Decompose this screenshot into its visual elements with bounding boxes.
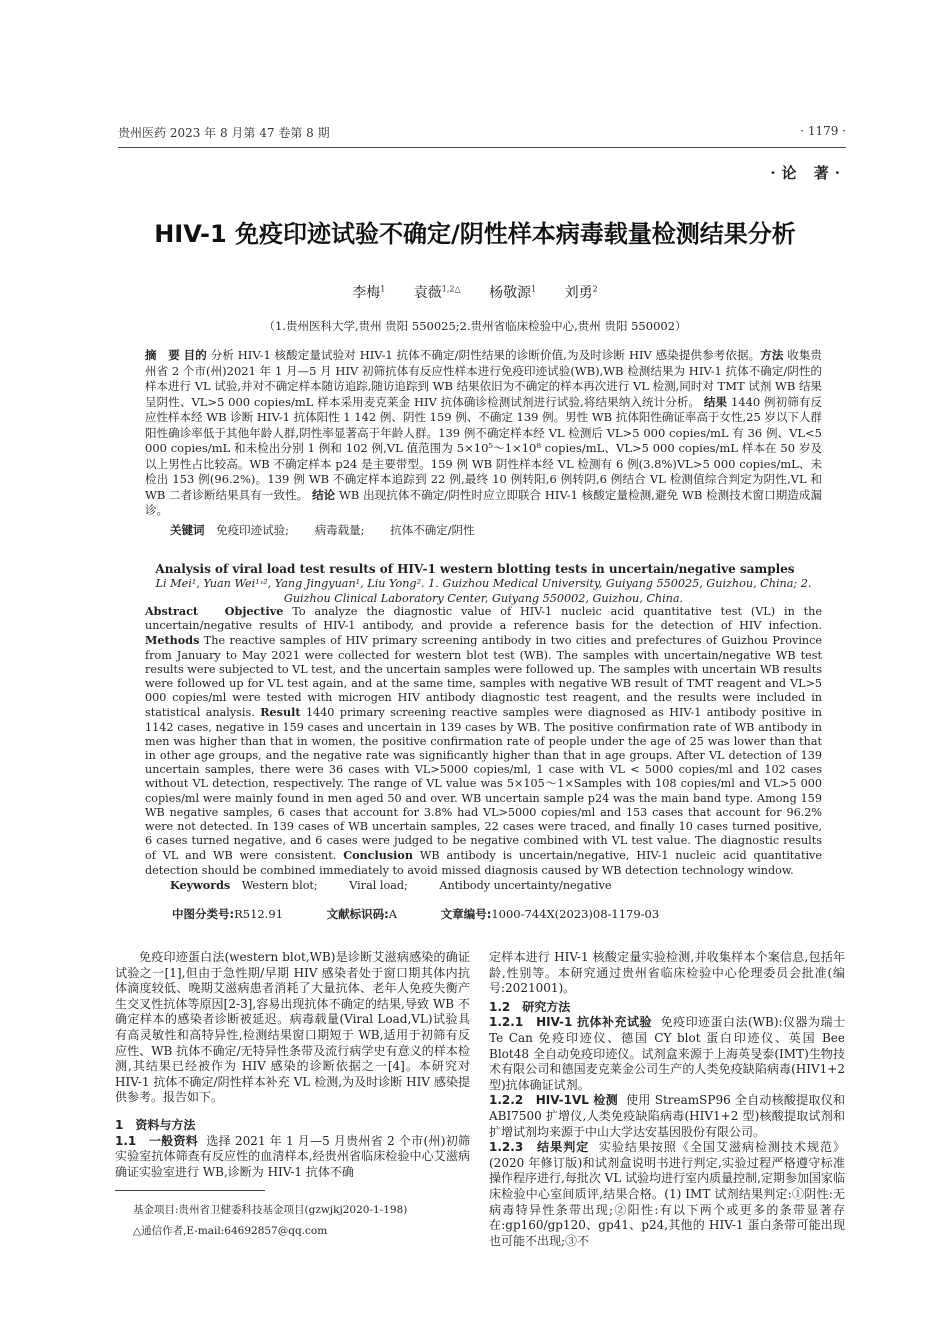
classification-line: 中图分类号:R512.91 文献标识码:A 文章编号:1000-744X(2023)08-1179-03: [172, 907, 660, 921]
subsection-paragraph: 1.1 一般资料 选择 2021 年 1 月—5 月贵州省 2 个市(州)初筛实验室抗体筛查有反应性的血清样本,经贵州省临床检验中心艾滋病确证实验室进行 WB,诊断为 HIV-1 抗体不确: [115, 1133, 471, 1179]
fund-footnote: 基金项目:贵州省卫健委科技基金项目(gzwjkj2020-1-198): [133, 1204, 408, 1216]
author: 李梅$^1$: [352, 284, 386, 301]
subsection-paragraph: 1.2.3 结果判定 实验结果按照《全国艾滋病检测技术规范》(2020 年修订版)和试剂盒说明书进行判定,实验过程严格遵守标准操作程序进行,每批次 VL 试验均进行室内质量控制,定期参加国家临床检验中心室间质评,结果合格。(1) IMT 试剂结果判定:①阴性:无病毒特异性条带出现;②阳性:有以下两个或更多的条带显著存在:gp160/gp120、gp41、p24,其他的 HIV-1 蛋白条带可能出现也可能不出现;③不: [489, 1140, 845, 1248]
keywords-cn: 关键词 免疫印迹试验; 病毒载量; 抗体不确定/阴性: [170, 523, 475, 537]
journal-info: 贵州医药 2023 年 8 月第 47 卷第 8 期: [118, 126, 330, 140]
body-column-left: [115, 950, 470, 1180]
english-title: Analysis of viral load test results of HIV-1 western blotting tests in uncertain/negative samples: [155, 562, 795, 576]
page-number: · 1179 ·: [800, 124, 846, 138]
author-list: [0, 282, 950, 302]
abstract-label: 摘 要: [145, 348, 180, 362]
author: 杨敬源$^1$: [489, 284, 537, 301]
keywords-en: Keywords Western blot; Viral load; Antibody uncertainty/negative: [170, 878, 612, 892]
english-authors: Li Mei¹, Yuan Wei¹˒², Yang Jingyuan¹, Liu Yong². 1. Guizhou Medical University, Guiyang 550025, Guizhou, China; 2. Guizhou Clinical Laboratory Center, Guiyang 550002, Guizhou, China.: [155, 577, 812, 605]
header-rule: [118, 147, 846, 148]
footnote-rule: [115, 1190, 265, 1191]
footnotes: [133, 1200, 407, 1242]
abstract-en: Abstract Objective To analyze the diagnostic value of HIV-1 nucleic acid quantitative test (VL) in the uncertain/negative results of HIV-1 antibody, and provide a reference basis for the detection of HIV infection. Methods The reactive samples of HIV primary screening antibody in two cities and prefectures of Guizhou Province from January to May 2021 were collected for western blot test (WB). The samples with uncertain/negative WB test results were subjected to VL test, and the uncertain samples were followed up. The samples with uncertain WB results were followed up for VL test again, and at the same time, samples with negative WB result of TMT reagent and VL>5 000 copies/ml were tested with microgen HIV antibody diagnostic test reagent, and the results were included in statistical analysis. Result 1440 primary screening reactive samples were diagnosed as HIV-1 antibody positive in 1142 cases, negative in 159 cases and uncertain in 139 cases by WB. The positive confirmation rate of WB antibody in men was higher than that in women, the positive confirmation rate of people under the age of 25 was lower than that in other age groups, and the negative rate was significantly higher than that in age groups. After VL detection of 139 uncertain samples, there were 36 cases with VL>5000 copies/ml, 1 case with VL < 5000 copies/ml and 102 cases without VL detection, respectively. The range of VL value was 5×105～1×Samples with 108 copies/ml and VL>5 000 copies/ml were mainly found in men aged 50 and over. WB uncertain sample p24 was the main band type. Among 159 WB negative samples, 6 cases that account for 3.8% had VL>5000 copies/ml and 153 cases that account for 96.2% were not detected. In 139 cases of WB uncertain samples, 22 cases were traced, and finally 10 cases turned positive, 6 cases turned negative, and 6 cases were judged to be negative combined with VL test value. The diagnostic results of VL and WB were consistent. Conclusion WB antibody is uncertain/negative, HIV-1 nucleic acid quantitative detection should be combined immediately to avoid missed diagnosis caused by WB detection technology window.: [145, 604, 823, 877]
running-header: [118, 124, 846, 142]
section-heading: 1 资料与方法: [115, 1117, 196, 1132]
affiliation: （1.贵州医科大学,贵州 贵阳 550025;2.贵州省临床检验中心,贵州 贵阳 550002）: [263, 319, 687, 333]
body-column-right: [489, 950, 845, 1249]
subsection-paragraph: 1.2.1 HIV-1 抗体补充试验 免疫印迹蛋白法(WB):仪器为瑞士 Te Can 免疫印迹仪、德国 CY blot 蛋白印迹仪、英国 Bee Blot48 全自动免疫印迹仪。试剂盒来源于上海英旻泰(IMT)生物技术有限公司和德国麦克莱金公司生产的人类免疫缺陷病毒(HIV1+2 型)抗体确证试剂。: [489, 1015, 845, 1092]
paragraph: 定样本进行 HIV-1 核酸定量实验检测,并收集样本个案信息,包括年龄,性别等。本研究通过贵州省临床检验中心伦理委员会批准(编号:2021001)。: [489, 950, 845, 996]
corresponding-author-footnote: △通信作者,E-mail:64692857@qq.com: [133, 1225, 328, 1237]
author: 刘勇$^2$: [564, 284, 598, 301]
abstract-cn: 摘 要 目的 分析 HIV-1 核酸定量试验对 HIV-1 抗体不确定/阴性结果的诊断价值,为及时诊断 HIV 感染提供参考依据。方法 收集贵州省 2 个市(州)2021 年 1 月—5 月 HIV 初筛抗体有反应性样本进行免疫印迹试验(WB),WB 检测结果为 HIV-1 抗体不确定/阴性的样本进行 VL 试验,并对不确定样本随访追踪,随访追踪到 WB 结果依旧为不确定的样本再次进行 VL 检测,同时对 TMT 试剂 WB 结果呈阴性、VL>5 000 copies/mL 样本采用麦克莱金 HIV 抗体确诊检测试剂进行试验,将结果纳入统计分析。 结果 1440 例初筛有反应性样本经 WB 诊断 HIV-1 抗体阳性 1 142 例、阴性 159 例、不确定 139 例。男性 WB 抗体阳性确证率高于女性,25 岁以下人群阳性确诊率低于其他年龄人群,阴性率显著高于年龄人群。139 例不确定样本经 VL 检测后 VL>5 000 copies/mL 有 36 例、VL<5 000 copies/mL 和未检出分别 1 例和 102 例,VL 值范围为 5×10⁵～1×10⁸ copies/mL、VL>5 000 copies/mL 样本在 50 岁及以上男性占比较高。WB 不确定样本 p24 是主要带型。159 例 WB 阴性样本经 VL 检测有 6 例(3.8%)VL>5 000 copies/mL、未检出 153 例(96.2%)。139 例 WB 不确定样本追踪到 22 例,最终 10 例转阳,6 例转阴,6 例结合 VL 检测值综合判定为阴性,VL 和 WB 二者诊断结果具有一致性。 结论 WB 出现抗体不确定/阴性时应立即联合 HIV-1 核酸定量检测,避免 WB 检测技术窗口期造成漏诊。: [145, 348, 823, 517]
subsection-paragraph: 1.2.2 HIV-1VL 检测 使用 StreamSP96 全自动核酸提取仪和 ABI7500 扩增仪,人类免疫缺陷病毒(HIV1+2 型)核酸提取试剂和扩增试剂均来源于中山大学达安基因股份有限公司。: [489, 1093, 845, 1139]
section-heading: 1.2 研究方法: [489, 999, 571, 1014]
section-tag: ·论 著·: [770, 164, 846, 182]
author: 袁薇$^{1,2\triangle}$: [413, 284, 461, 301]
paper-title: HIV-1 免疫印迹试验不确定/阴性样本病毒载量检测结果分析: [154, 220, 796, 248]
intro-paragraph: 免疫印迹蛋白法(western blot,WB)是诊断艾滋病感染的确证试验之一[1],但由于急性期/早期 HIV 感染者处于窗口期其体内抗体滴度较低、晚期艾滋病患者消耗了大量抗体、老年人免疫失衡产生交叉性抗体等原因[2-3],容易出现抗体不确定的结果,导致 WB 不确定样本的感染者诊断被延迟。病毒载量(Viral Load,VL)试验具有高灵敏性和高特异性,检测结果窗口期短于 WB,适用于初筛有反应性、WB 抗体不确定/无特异性条带及流行病学史有意义的样本检测,其结果已经被作为 HIV 感染的诊断依据之一[4]。本研究对 HIV-1 抗体不确定/阴性样本补充 VL 检测,为及时诊断 HIV 感染提供参考。报告如下。: [115, 950, 470, 1105]
